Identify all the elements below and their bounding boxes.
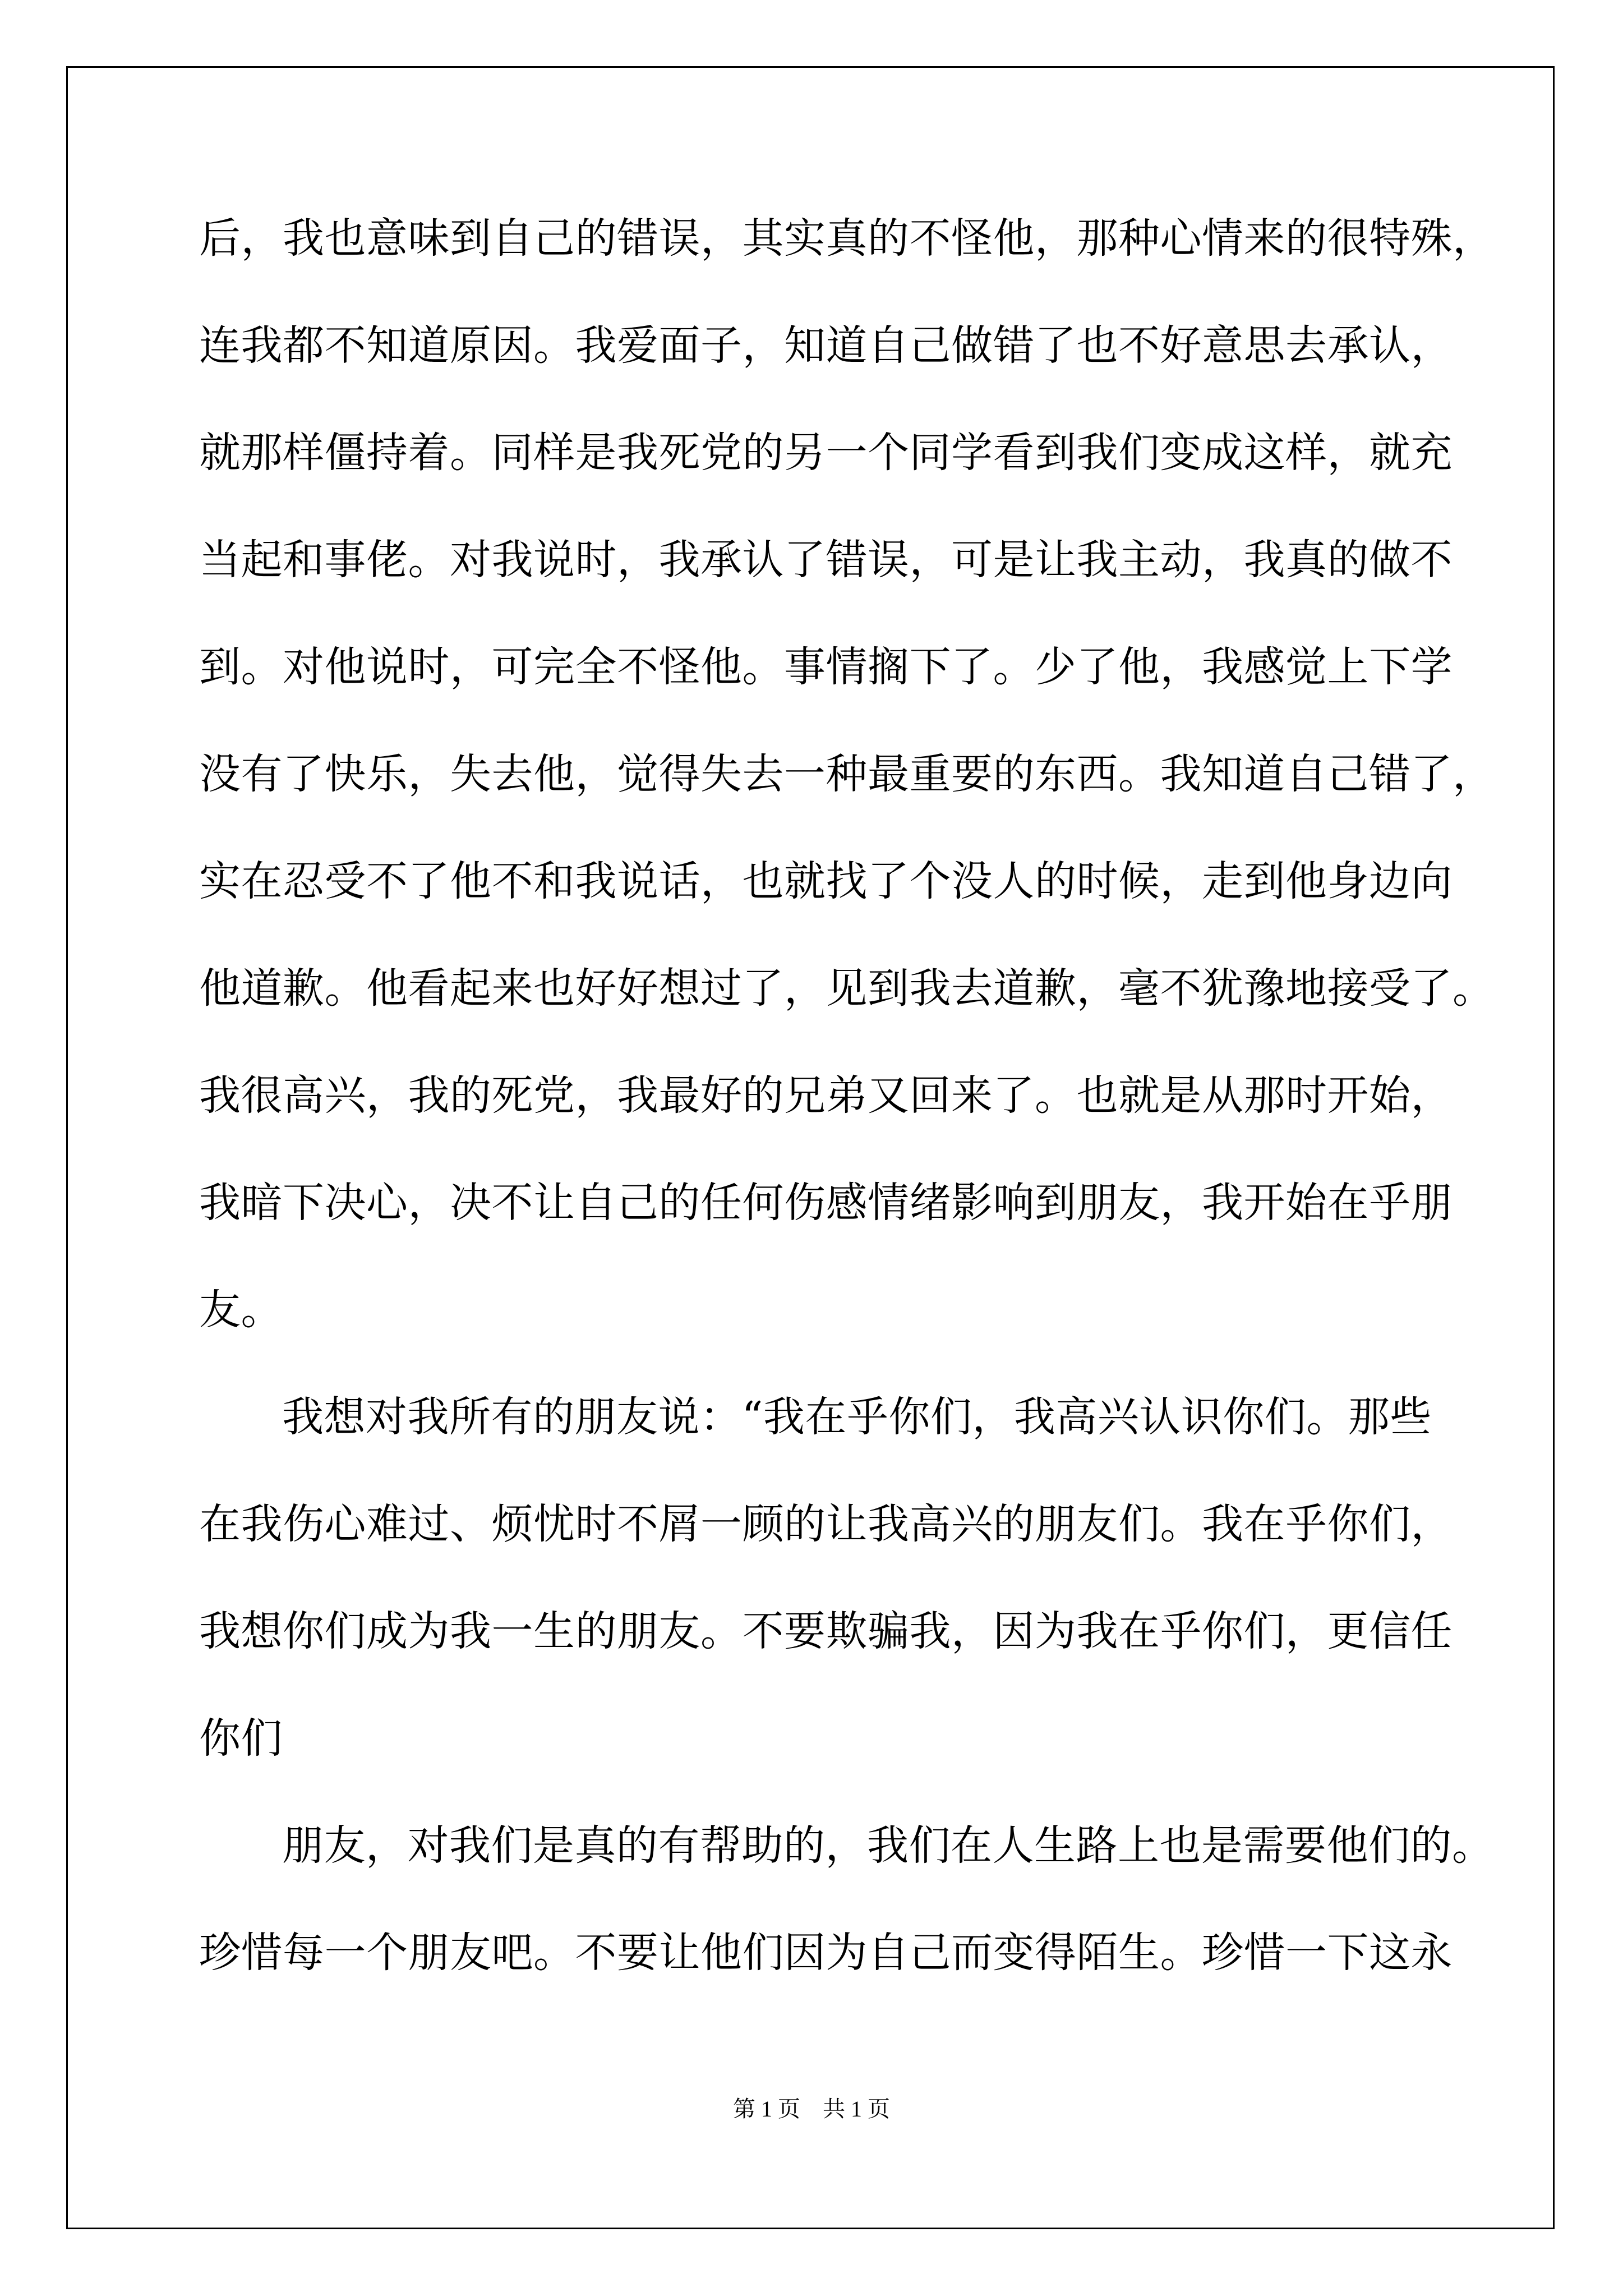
page-footer: 第 1 页 共 1 页	[733, 2096, 890, 2122]
text-line: 珍惜每一个朋友吧。不要让他们因为自己而变得陌生。珍惜一下这永	[199, 1929, 1453, 1977]
text-line: 友。	[199, 1286, 283, 1334]
text-line: 到。对他说时，可完全不怪他。事情搁下了。少了他，我感觉上下学	[199, 643, 1453, 691]
text-line: 我暗下决心，决不让自己的任何伤感情绪影响到朋友，我开始在乎朋	[199, 1179, 1453, 1227]
text-line: 你们	[199, 1714, 283, 1763]
text-line: 我想你们成为我一生的朋友。不要欺骗我，因为我在乎你们，更信任	[199, 1607, 1453, 1655]
text-line: 就那样僵持着。同样是我死党的另一个同学看到我们变成这样，就充	[199, 429, 1453, 477]
text-line: 连我都不知道原因。我爱面子，知道自己做错了也不好意思去承认，	[199, 321, 1453, 370]
text-line: 我很高兴，我的死党，我最好的兄弟又回来了。也就是从那时开始，	[199, 1071, 1453, 1120]
text-line: 没有了快乐，失去他，觉得失去一种最重要的东西。我知道自己错了，	[199, 750, 1495, 798]
text-line: 他道歉。他看起来也好好想过了，见到我去道歉，毫不犹豫地接受了。	[199, 964, 1495, 1013]
text-line: 当起和事佬。对我说时，我承认了错误，可是让我主动，我真的做不	[199, 536, 1453, 584]
text-line: 后，我也意味到自己的错误，其实真的不怪他，那种心情来的很特殊，	[199, 214, 1495, 263]
text-line: 我想对我所有的朋友说：“我在乎你们，我高兴认识你们。那些	[282, 1393, 1432, 1441]
text-line: 在我伤心难过、烦忧时不屑一顾的让我高兴的朋友们。我在乎你们，	[199, 1500, 1453, 1548]
text-line: 实在忍受不了他不和我说话，也就找了个没人的时候，走到他身边向	[199, 857, 1453, 905]
text-line: 朋友，对我们是真的有帮助的，我们在人生路上也是需要他们的。	[282, 1821, 1494, 1870]
document-body	[199, 185, 1495, 2007]
